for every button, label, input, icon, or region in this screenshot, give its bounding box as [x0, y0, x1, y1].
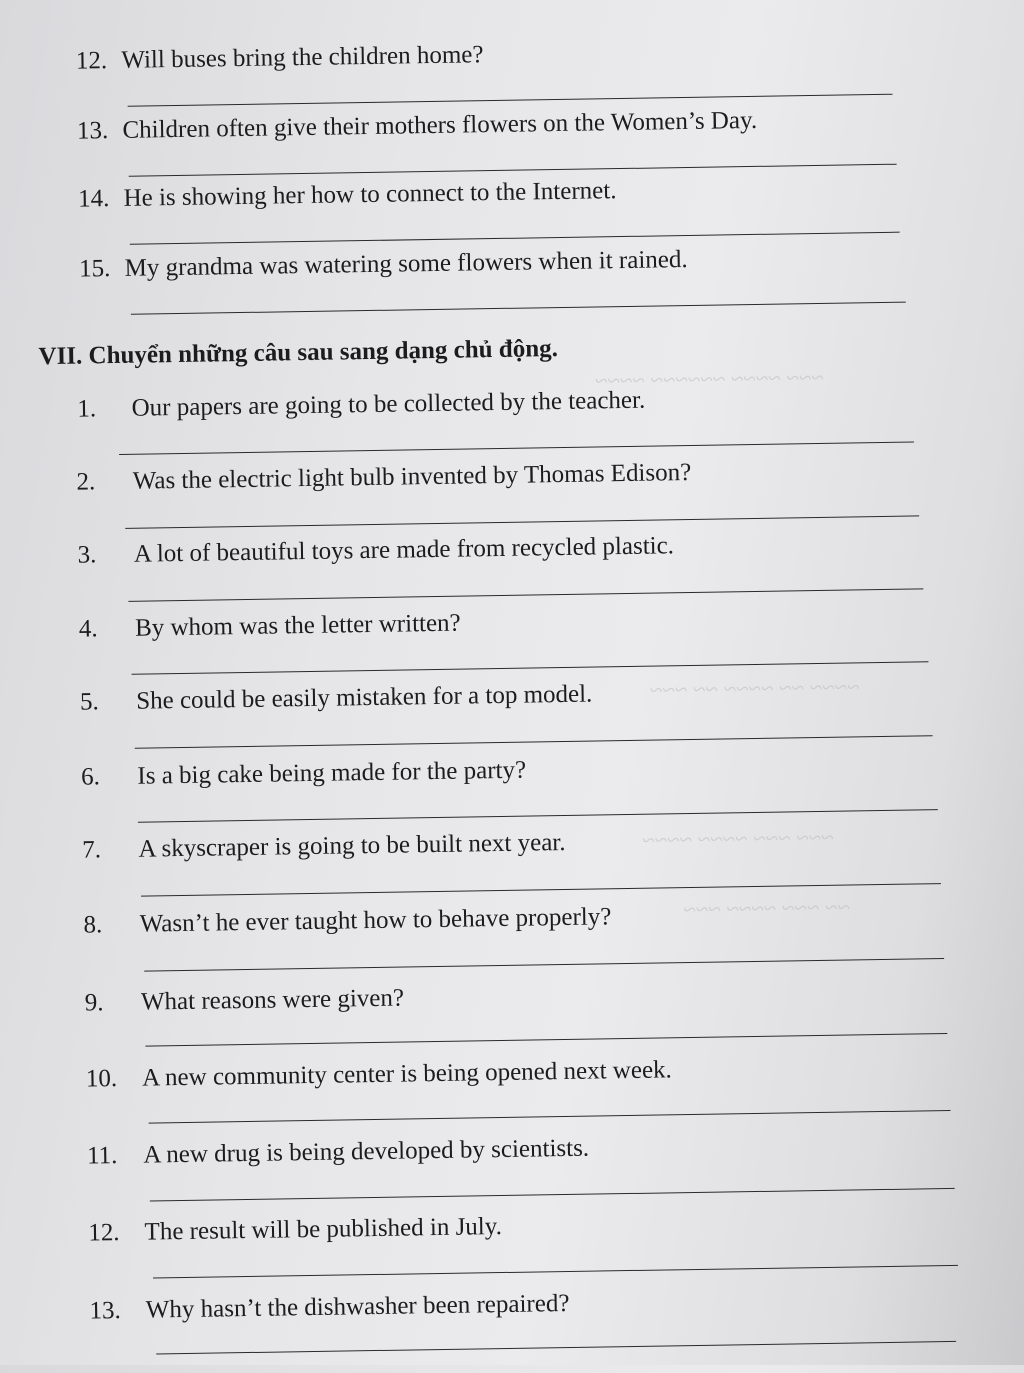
question-number: 14.	[77, 185, 110, 213]
question-item	[77, 531, 674, 570]
question-number: 15.	[78, 255, 111, 283]
question-text: The result will be published in July.	[144, 1213, 503, 1246]
question-number: 10.	[85, 1065, 118, 1093]
question-item	[80, 680, 593, 718]
answer-line[interactable]	[131, 302, 906, 315]
question-text: He is showing her how to connect to the Internet.	[123, 177, 617, 212]
question-number: 13.	[76, 117, 109, 145]
question-number: 3.	[77, 541, 97, 569]
answer-line[interactable]	[128, 588, 923, 601]
answer-line[interactable]	[119, 441, 914, 454]
question-number: 2.	[76, 468, 96, 496]
answer-line[interactable]	[132, 661, 929, 675]
question-number: 5.	[79, 688, 99, 716]
question-number: 9.	[84, 989, 104, 1017]
question-item	[79, 609, 461, 645]
question-number: 8.	[83, 911, 103, 939]
question-number: 12.	[75, 47, 108, 75]
bleed-through-text: ~~~~ ~~ ~~~~ ~~ ~~~	[649, 674, 860, 703]
question-item	[82, 828, 566, 866]
question-text: Is a big cake being made for the party?	[137, 756, 527, 790]
question-text: Will buses bring the children home?	[121, 41, 484, 74]
answer-line[interactable]	[130, 232, 900, 245]
answer-line[interactable]	[128, 94, 893, 107]
question-item	[86, 1055, 672, 1094]
question-number: 12.	[88, 1219, 120, 1247]
answer-line[interactable]	[129, 164, 897, 177]
question-text: Wasn’t he ever taught how to behave properly?	[139, 903, 612, 938]
question-text: My grandma was watering some flowers when it rained.	[124, 245, 688, 282]
bleed-through-text: ~~~ ~~~ ~~~~ ~~~~	[642, 824, 834, 853]
question-item	[76, 40, 484, 76]
question-text: She could be easily mistaken for a top model.	[136, 680, 593, 715]
answer-line[interactable]	[125, 515, 919, 528]
answer-line[interactable]	[150, 1188, 955, 1202]
question-number: 7.	[82, 836, 102, 864]
question-number: 4.	[78, 615, 98, 643]
question-item	[81, 756, 526, 793]
question-text: Why hasn’t the dishwasher been repaired?	[145, 1289, 570, 1324]
question-text: By whom was the letter written?	[134, 609, 461, 642]
question-item	[77, 106, 758, 147]
section-heading: VII. Chuyển những câu sau sang dạng chủ động.	[38, 335, 559, 371]
question-text: Was the electric light bulb invented by Thomas Edison?	[132, 458, 692, 495]
answer-line[interactable]	[135, 735, 933, 749]
question-text: Children often give their mothers flowers on the Women’s Day.	[122, 106, 758, 144]
question-number: 13.	[89, 1297, 122, 1325]
question-number: 1.	[77, 395, 97, 423]
question-text: What reasons were given?	[140, 984, 405, 1016]
answer-line[interactable]	[156, 1341, 956, 1355]
question-number: 11.	[86, 1142, 118, 1170]
question-number: 6.	[80, 763, 101, 791]
question-text: A new community center is being opened next week.	[141, 1056, 673, 1092]
question-text: A lot of beautiful toys are made from recycled plastic.	[133, 532, 675, 568]
question-text: A new drug is being developed by scientists.	[143, 1134, 590, 1169]
question-text: Our papers are going to be collected by the teacher.	[131, 386, 646, 422]
question-item	[79, 245, 688, 285]
question-item	[89, 1289, 569, 1327]
question-item	[84, 984, 404, 1019]
answer-line[interactable]	[138, 809, 938, 823]
bleed-through-text: ~~~ ~~~~ ~~~~~~ ~~~~	[594, 364, 824, 394]
question-item	[76, 458, 691, 498]
bleed-through-text: ~~ ~~~ ~~~~ ~~~	[683, 894, 851, 923]
question-item	[88, 1212, 502, 1248]
question-item	[77, 386, 645, 425]
question-item	[87, 1134, 589, 1172]
answer-line[interactable]	[153, 1265, 958, 1279]
answer-line[interactable]	[149, 1110, 951, 1124]
question-item	[83, 902, 611, 940]
answer-line[interactable]	[145, 1033, 947, 1047]
answer-line[interactable]	[144, 958, 944, 972]
question-text: A skyscraper is going to be built next year.	[138, 828, 566, 863]
question-item	[78, 176, 617, 214]
